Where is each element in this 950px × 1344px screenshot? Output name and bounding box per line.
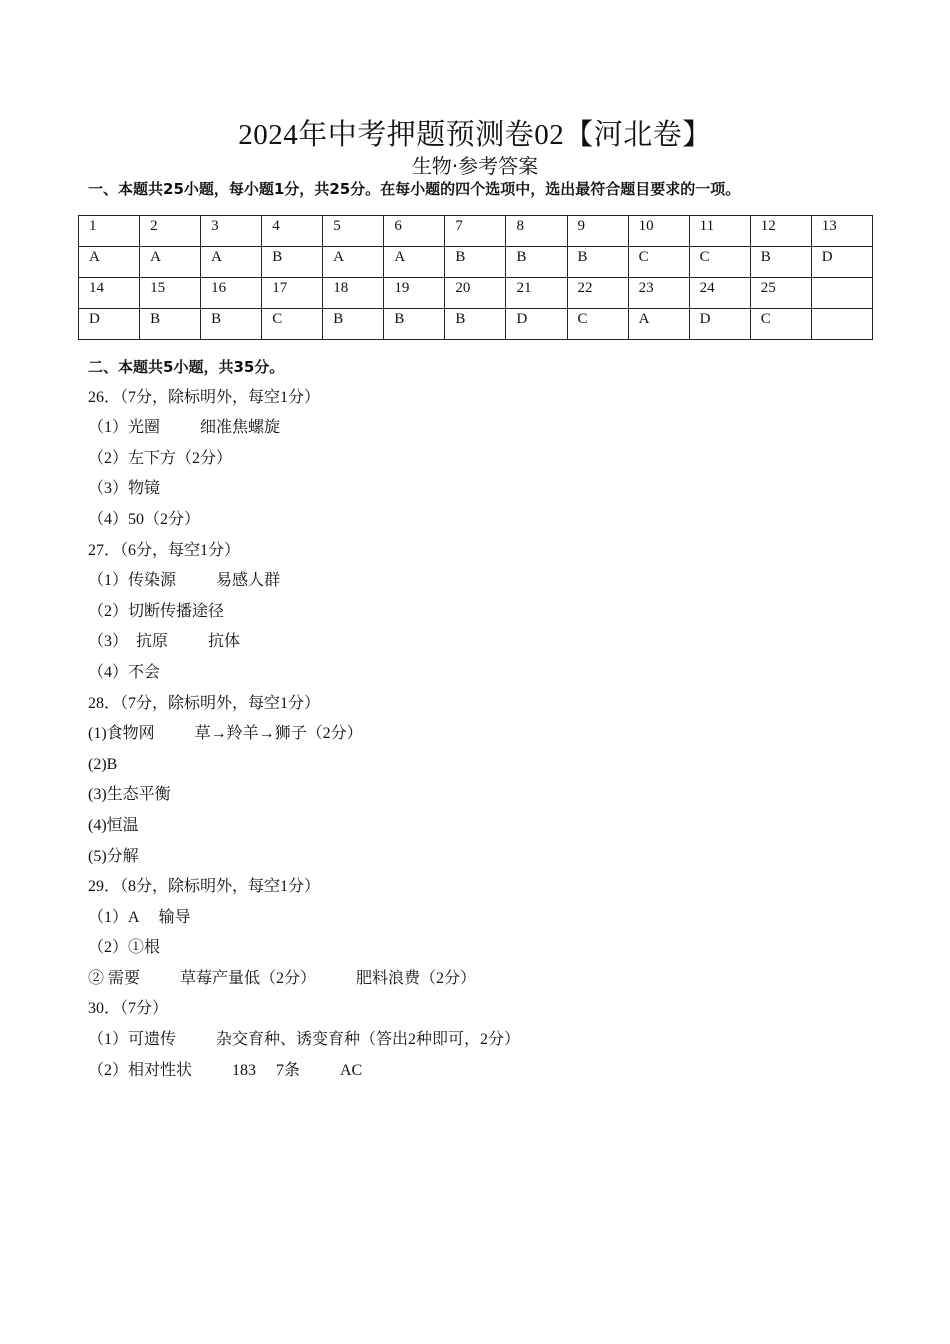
table-cell: D [506,309,567,340]
table-cell: 19 [384,278,445,309]
table-cell: 10 [628,216,689,247]
table-cell: 25 [750,278,811,309]
table-cell: B [445,309,506,340]
table-cell: 20 [445,278,506,309]
table-cell [811,278,872,309]
answer-line: （3）物镜 [88,480,161,498]
table-cell: B [445,247,506,278]
answer-line: （4）50（2分） [88,510,201,528]
answer-line: ② 需要 草莓产量低（2分） 肥料浪费（2分） [88,969,477,987]
table-cell: 11 [689,216,750,247]
table-cell: 5 [323,216,384,247]
answer-line: （1）可遗传 杂交育种、诱变育种（答出2种即可，2分） [88,1031,521,1049]
table-row [79,309,873,340]
table-cell: 13 [811,216,872,247]
table-cell: 16 [201,278,262,309]
table-cell: 1 [79,216,140,247]
answer-line: （4）不会 [88,663,161,681]
table-cell: C [628,247,689,278]
section-2-answers [88,352,908,1086]
table-cell: 4 [262,216,323,247]
table-cell: A [628,309,689,340]
table-cell: 6 [384,216,445,247]
table-cell: A [384,247,445,278]
table-cell: 15 [140,278,201,309]
answer-line: （2）左下方（2分） [88,449,233,467]
answer-line: （2）切断传播途径 [88,602,225,620]
table-cell: 22 [567,278,628,309]
answer-line: （1）A 输导 [88,908,191,926]
answer-line: (1)食物网 草→羚羊→狮子（2分） [88,725,363,743]
table-cell: C [567,309,628,340]
answer-line: 26．（7分，除标明外，每空1分） [88,388,321,406]
answer-line: 28．（7分，除标明外，每空1分） [88,694,321,712]
table-cell: A [140,247,201,278]
answer-line: （1）光圈 细准焦螺旋 [88,419,281,437]
table-cell: C [262,309,323,340]
table-cell: 9 [567,216,628,247]
table-cell: A [201,247,262,278]
answer-line: （2）①根 [88,939,161,957]
answer-line: （2）相对性状 183 7条 AC [88,1061,363,1079]
table-row [79,216,873,247]
answer-line: (3)生态平衡 [88,786,171,804]
table-row [79,247,873,278]
table-cell: C [689,247,750,278]
table-cell: B [506,247,567,278]
table-cell: B [201,309,262,340]
section-1-instruction: 一、本题共25小题，每小题1分，共25分。在每小题的四个选项中，选出最符合题目要求的一项。 [88,180,741,198]
table-cell: 23 [628,278,689,309]
table-cell: A [79,247,140,278]
table-cell: 14 [79,278,140,309]
table-cell: B [384,309,445,340]
answer-table [78,215,873,340]
table-cell: B [750,247,811,278]
table-cell: 3 [201,216,262,247]
table-cell: B [140,309,201,340]
table-cell: D [811,247,872,278]
table-cell: C [750,309,811,340]
table-cell: 8 [506,216,567,247]
table-cell: 7 [445,216,506,247]
section-2-heading: 二、本题共5小题，共35分。 [88,358,285,376]
answer-line: (2)B [88,755,118,773]
table-cell: B [567,247,628,278]
table-cell: 12 [750,216,811,247]
table-cell: 21 [506,278,567,309]
table-cell: 17 [262,278,323,309]
table-cell: 18 [323,278,384,309]
page-subtitle: 生物·参考答案 [411,154,539,178]
table-cell: B [323,309,384,340]
table-row [79,278,873,309]
answer-line: 27．（6分，每空1分） [88,541,241,559]
answer-line: （3） 抗原 抗体 [88,633,241,651]
table-cell: D [689,309,750,340]
table-cell: D [79,309,140,340]
answer-line: （1）传染源 易感人群 [88,572,281,590]
answer-line: 29．（8分，除标明外，每空1分） [88,878,321,896]
answer-line: (4)恒温 [88,816,139,834]
page-title: 2024年中考押题预测卷02【河北卷】 [238,119,712,151]
answer-line: (5)分解 [88,847,139,865]
table-cell: 2 [140,216,201,247]
table-cell: B [262,247,323,278]
table-cell [811,309,872,340]
table-cell: A [323,247,384,278]
table-cell: 24 [689,278,750,309]
answer-line: 30．（7分） [88,1000,169,1018]
